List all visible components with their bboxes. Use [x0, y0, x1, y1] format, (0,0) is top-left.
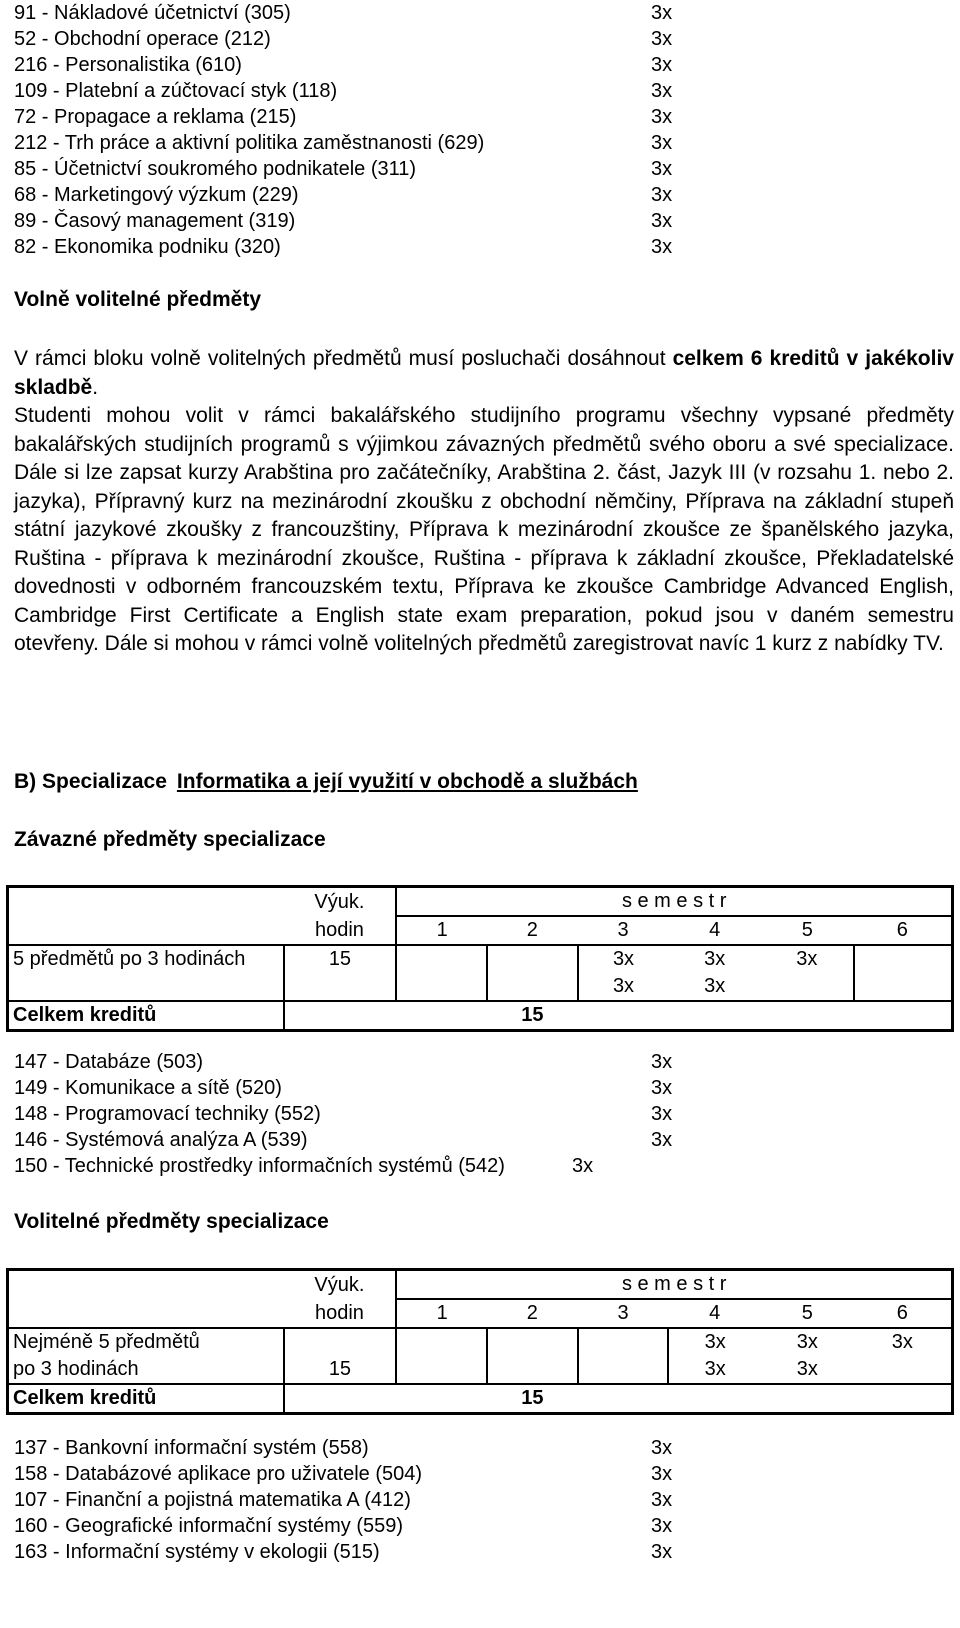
total-label: Celkem kreditů: [13, 1004, 157, 1026]
row-hours: 15: [284, 1356, 397, 1384]
total-value: 15: [521, 1387, 544, 1409]
list-item: 158 - Databázové aplikace pro uživatele (504): [14, 1463, 423, 1485]
mandatory-credit-table: [6, 885, 954, 1032]
row-hours: 15: [284, 945, 397, 973]
list-item: 109 - Platební a zúčtovací styk (118): [14, 80, 338, 102]
sem3-credit: 3x: [578, 945, 669, 973]
semester-number: 6: [896, 919, 908, 941]
row-label: 5 předmětů po 3 hodinách: [13, 948, 246, 970]
list-item: 107 - Finanční a pojistná matematika A (412): [14, 1489, 411, 1511]
list-item: 85 - Účetnictví soukromého podnikatele (311): [14, 158, 417, 180]
list-item: 160 - Geografické informační systémy (559): [14, 1515, 404, 1537]
spec-prefix: B) Specializace: [14, 770, 167, 793]
semester-number: 3: [617, 1302, 629, 1324]
semester-header: s e m e s t r: [396, 887, 952, 917]
list-item: 82 - Ekonomika podniku (320): [14, 236, 281, 258]
credits: 3x: [651, 106, 673, 128]
sem4-credit: 3x: [668, 1328, 761, 1356]
credits: 3x: [651, 28, 673, 50]
list-item: 137 - Bankovní informační systém (558): [14, 1437, 369, 1459]
semester-header: s e m e s t r: [396, 1270, 952, 1300]
specialization-title: [14, 770, 638, 794]
list-item: 68 - Marketingový výzkum (229): [14, 184, 299, 206]
list-item: 148 - Programovací techniky (552): [14, 1103, 321, 1125]
credits: 3x: [651, 132, 673, 154]
sem3-credit: 3x: [578, 973, 669, 1001]
sem6-credit: 3x: [891, 1331, 913, 1353]
elective-heading: Volitelné předměty specializace: [14, 1210, 329, 1233]
sem5-credit: 3x: [796, 1331, 818, 1353]
list-item: 52 - Obchodní operace (212): [14, 28, 271, 50]
list-item: 216 - Personalistika (610): [14, 54, 242, 76]
credits: 3x: [651, 1103, 673, 1125]
credits: 3x: [651, 1541, 673, 1563]
semester-number: 2: [526, 1302, 538, 1324]
semester-number: 5: [801, 1302, 813, 1324]
semester-number: 1: [396, 1299, 487, 1328]
list-item: 212 - Trh práce a aktivní politika zaměstnanosti (629): [14, 132, 485, 154]
semester-number: 2: [526, 919, 538, 941]
credits: 3x: [651, 2, 673, 24]
list-item: 72 - Propagace a reklama (215): [14, 106, 297, 128]
sem4-credit: 3x: [668, 1356, 761, 1384]
intro-end: .: [92, 375, 99, 399]
total-label: Celkem kreditů: [13, 1387, 157, 1409]
semester-number: 1: [396, 916, 487, 945]
free-electives-intro: [14, 345, 954, 402]
list-item: 163 - Informační systémy v ekologii (515): [14, 1541, 380, 1563]
intro-emphasis: celkem 6 kreditů v jakékoliv skladbě: [14, 347, 954, 399]
list-item: 149 - Komunikace a sítě (520): [14, 1077, 282, 1099]
hours-header: Výuk.: [314, 1273, 365, 1296]
credits: 3x: [651, 1051, 673, 1073]
credits: 3x: [651, 1515, 673, 1537]
semester-number: 5: [801, 919, 813, 941]
credits: 3x: [651, 1463, 673, 1485]
free-electives-body: Studenti mohou volit v rámci bakalářského studijního programu všechny vypsané předměty bakalářských studijních programů s výjimkou závazných předmětů svého oboru a své specializace. Dále si lze zapsat kurzy Arabština pro začátečníky, Arabština 2. část, Jazyk III (v rozsahu 1. nebo 2. jazyka), Přípravný kurz na mezinárodní zkoušku z obchodní němčiny, Příprava na základní stupeň státní jazykové zkoušky z francouzštiny, Příprava k mezinárodní zkoušce ze španělského jazyka, Ruština - příprava k mezinárodní zkoušce, Ruština - příprava k základní zkoušce, Překladatelské dovednosti v odborném francouzském textu, Příprava ke zkoušce Cambridge Advanced English, Cambridge First Certificate a English state exam preparation, pokud jsou v daném semestru otevřeny. Dále si mohou v rámci volně volitelných předmětů zaregistrovat navíc 1 kurz z nabídky TV.: [14, 404, 954, 655]
credits: 3x: [651, 54, 673, 76]
list-item: 146 - Systémová analýza A (539): [14, 1129, 308, 1151]
hours-header: Výuk.: [314, 890, 365, 913]
mandatory-heading: Závazné předměty specializace: [14, 828, 326, 851]
elective-credit-table: [6, 1268, 954, 1415]
hours-header-2: hodin: [314, 918, 364, 941]
semester-number: 6: [896, 1302, 908, 1324]
credits: 3x: [651, 1129, 673, 1151]
total-value: 15: [521, 1004, 544, 1026]
list-item: 150 - Technické prostředky informačních systémů (542): [14, 1155, 505, 1177]
credits: 3x: [651, 184, 673, 206]
credits: 3x: [651, 158, 673, 180]
credits: 3x: [651, 1489, 673, 1511]
credits: 3x: [651, 236, 673, 258]
row-label-2: po 3 hodinách: [13, 1358, 139, 1380]
semester-number: 3: [617, 919, 629, 941]
credits: 3x: [572, 1155, 594, 1177]
credits: 3x: [651, 210, 673, 232]
free-electives-heading: Volně volitelné předměty: [14, 288, 262, 311]
list-item: 147 - Databáze (503): [14, 1051, 204, 1073]
semester-number: 4: [709, 1302, 721, 1324]
credits: 3x: [651, 1077, 673, 1099]
credits: 3x: [651, 80, 673, 102]
sem4-credit: 3x: [704, 975, 726, 997]
hours-header-2: hodin: [314, 1301, 364, 1324]
spec-name: Informatika a její využití v obchodě a službách: [176, 770, 638, 793]
sem5-credit: 3x: [796, 948, 818, 970]
list-item: 91 - Nákladové účetnictví (305): [14, 2, 291, 24]
semester-number: 4: [709, 919, 721, 941]
credits: 3x: [651, 1437, 673, 1459]
sem4-credit: 3x: [704, 948, 726, 970]
list-item: 89 - Časový management (319): [14, 210, 296, 232]
row-label: Nejméně 5 předmětů: [13, 1331, 200, 1353]
sem5-credit: 3x: [796, 1358, 818, 1380]
intro-text: V rámci bloku volně volitelných předmětů musí posluchači dosáhnout: [14, 347, 673, 370]
